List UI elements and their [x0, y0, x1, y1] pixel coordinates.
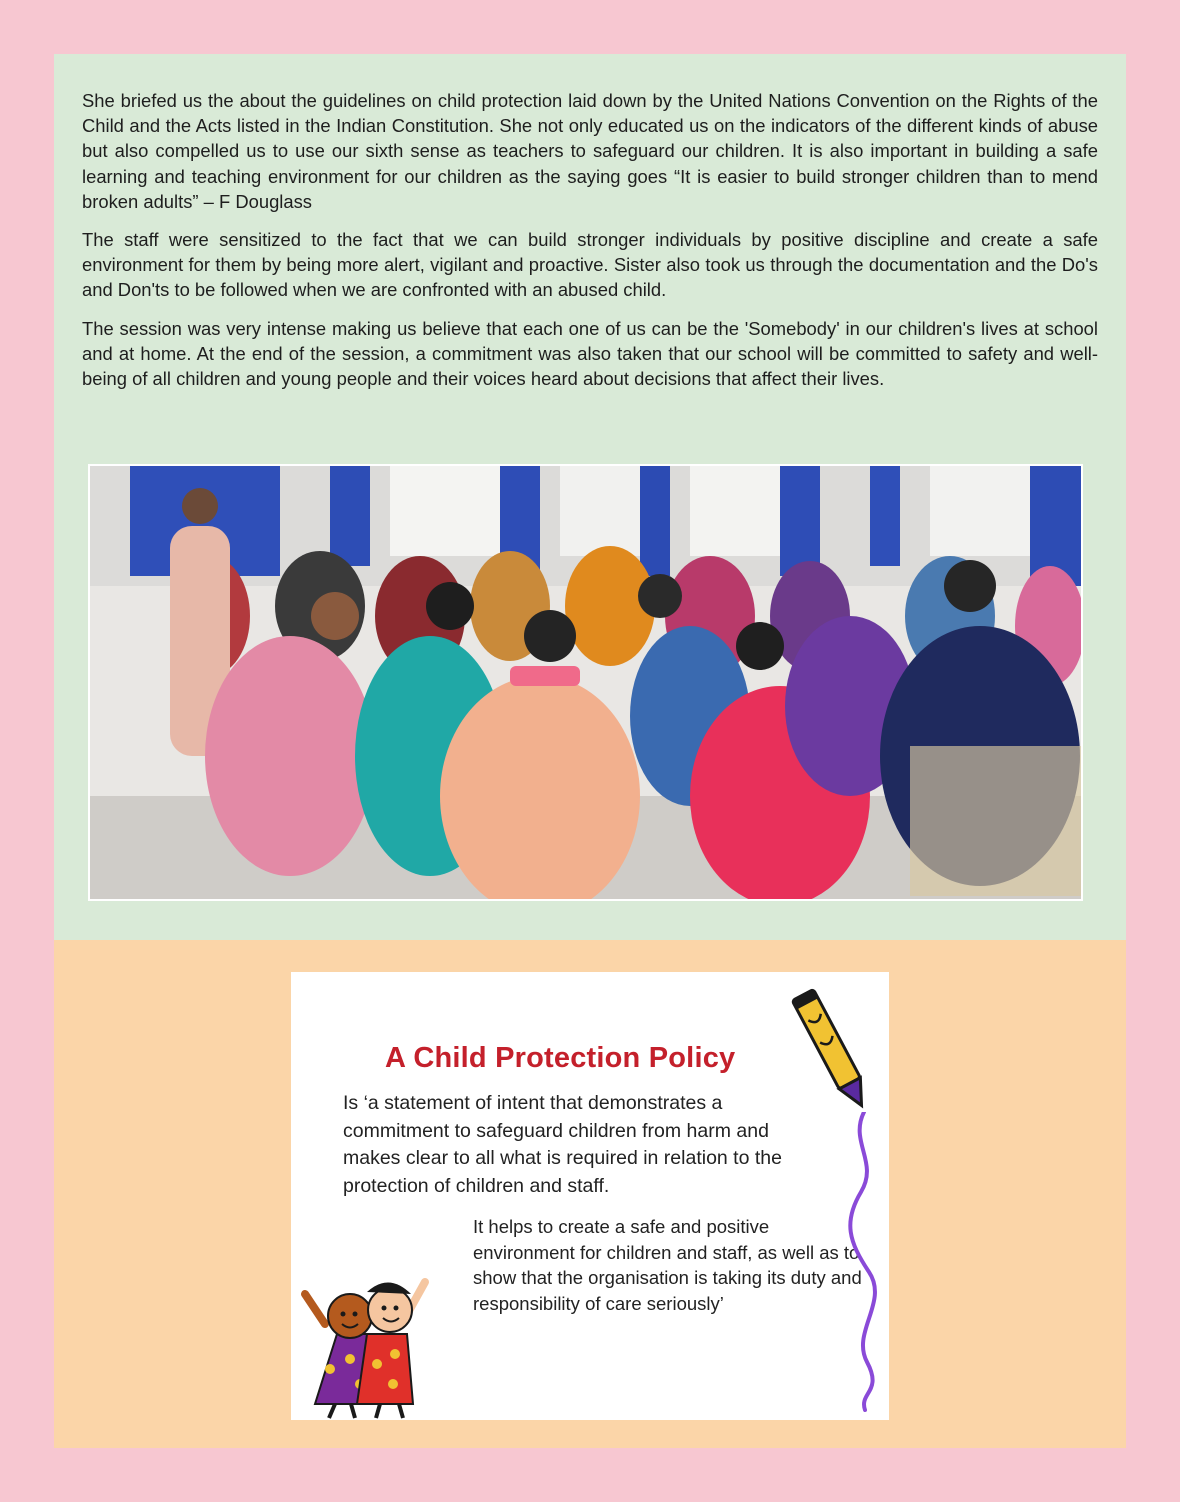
- policy-title: A Child Protection Policy: [385, 1042, 736, 1074]
- session-photo-illustration: [90, 466, 1081, 899]
- article-panel: [54, 54, 1126, 940]
- policy-panel: [54, 940, 1126, 1448]
- article-text: [82, 88, 1098, 404]
- article-paragraph-2: The staff were sensitized to the fact that we can build stronger individuals by positive discipline and create a safe environment for them by being more alert, vigilant and proactive. Sister also took us through the documentation and the Do's and Don'ts to be followed when we are confronted with an abused child.: [82, 229, 1098, 301]
- policy-purpose: It helps to create a safe and positive environment for children and staff, as well as to show that the organisation is taking its duty and responsibility of care seriously’: [473, 1216, 862, 1314]
- article-paragraph-3: The session was very intense making us believe that each one of us can be the 'Somebody' in our children's lives at school and at home. At the end of the session, a commitment was also taken that our school will be committed to safety and well-being of all children and young people and their voices heard about decisions that affect their lives.: [82, 317, 1098, 390]
- policy-card: [291, 972, 889, 1420]
- article-paragraph-1: She briefed us the about the guidelines on child protection laid down by the United Nations Convention on the Rights of the Child and the Acts listed in the Indian Constitution. She not only educated us on the indicators of the different kinds of abuse but also compelled us to use our sixth sense as teachers to safeguard our children. It is also important in building a safe learning and teaching environment for our children as the saying goes “It is easier to build stronger children than to mend broken adults” – F Douglass: [82, 90, 1098, 212]
- squiggle-line-icon: [839, 1112, 889, 1412]
- children-clipart-icon: [295, 1264, 435, 1420]
- policy-definition: Is ‘a statement of intent that demonstrates a commitment to safeguard children from harm and makes clear to all what is required in relation to the protection of children and staff.: [343, 1092, 782, 1197]
- session-photo: [88, 464, 1083, 901]
- crayon-icon: [791, 978, 871, 1118]
